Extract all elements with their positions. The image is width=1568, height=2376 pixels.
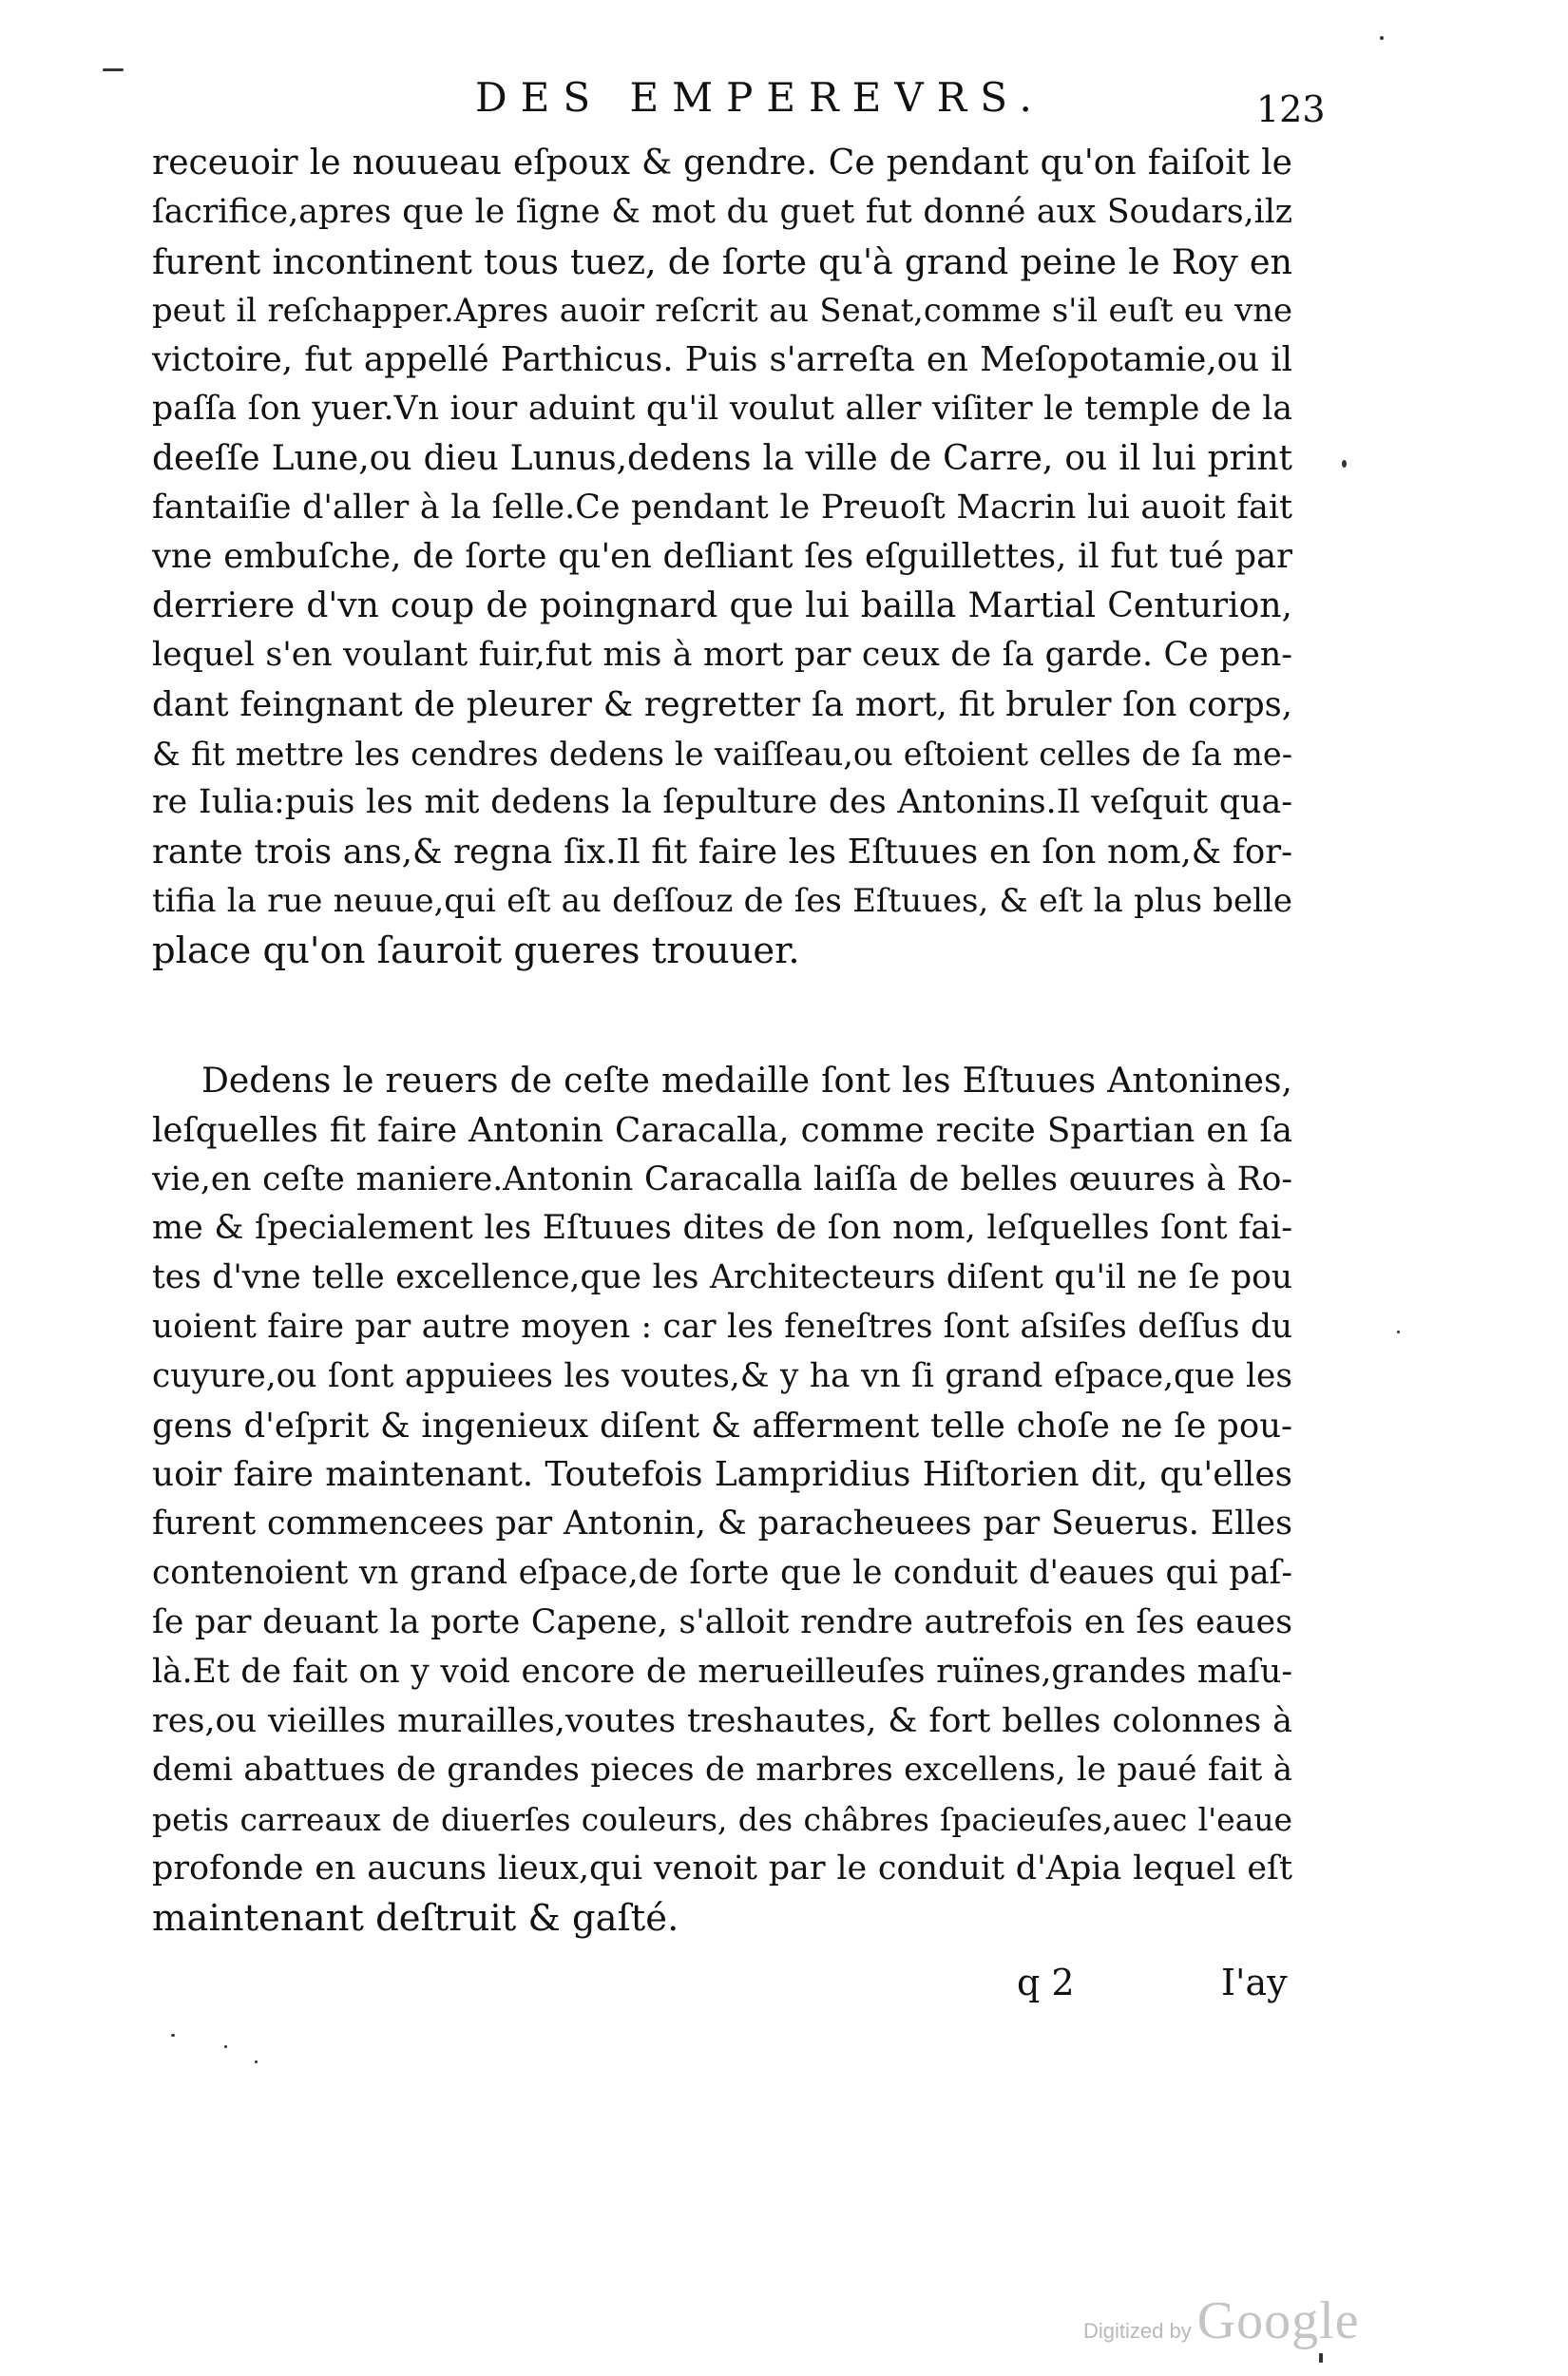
text-line: fantaiſie d'aller à la ſelle.Ce pendant le Preuoſt Macrin lui auoit fait [152,488,1292,527]
scan-speck [1397,1331,1400,1333]
text-line: uoir faire maintenant. Toutefois Lampridius Hiſtorien dit, qu'elles [152,1455,1292,1495]
scan-speck [171,2034,175,2037]
paragraph-1 [152,139,1292,976]
text-line: me & ſpecialement les Eſtuues dites de ſon nom, leſquelles ſont fai- [152,1209,1292,1248]
text-line: ſe par deuant la porte Capene, s'alloit rendre autrefois en ſes eaues [152,1602,1292,1641]
text-line: uoient faire par autre moyen : car les feneſtres ſont aſsiſes deſſus du [152,1307,1292,1346]
text-line: petis carreaux de diuerſes couleurs, des châbres ſpacieuſes,auec l'eaue [152,1800,1292,1838]
scan-speck [103,68,124,71]
text-line: leſquelles fit faire Antonin Caracalla, comme recite Spartian en ſa [152,1110,1292,1150]
google-logo: Google [1196,2291,1360,2350]
text-line: furent commencees par Antonin, & paracheuees par Seuerus. Elles [152,1504,1292,1543]
scan-speck [255,2060,258,2063]
text-line: res,ou vieilles murailles,voutes treshautes, & fort belles colonnes à [152,1701,1292,1741]
text-line: re Iulia:puis les mit dedens la ſepulture des Antonins.Il veſquit qua- [152,783,1292,822]
scan-speck [224,2045,227,2048]
text-line: là.Et de fait on y void encore de merueilleuſes ruïnes,grandes maſu- [152,1652,1292,1691]
text-line: ſacrifice,apres que le ſigne & mot du guet fut donné aux Soudars,ilz [152,192,1292,231]
text-line: tifia la rue neuue,qui eſt au deſſouz de ſes Eſtuues, & eſt la plus belle [152,881,1292,920]
page-footer [0,1954,1568,2011]
text-line: contenoient vn grand eſpace,de ſorte que le conduit d'eaues qui paſ- [152,1553,1292,1592]
text-line: place qu'on ſauroit gueres trouuer. [152,929,800,972]
text-line: & fit mettre les cendres dedens le vaiſſeau,ou eſtoient celles de ſa me- [152,735,1292,773]
page-number: 123 [1256,88,1326,130]
text-line: dant feingnant de pleurer & regretter ſa mort, fit bruler ſon corps, [152,684,1292,724]
digitization-watermark [1083,2290,1360,2351]
text-line: paſſa ſon yuer.Vn iour aduint qu'il voulut aller viſiter le temple de la [152,389,1292,428]
text-line: maintenant deſtruit & gaſté. [152,1896,679,1940]
signature-mark: q 2 [1017,1962,1075,2003]
text-line: vie,en ceſte maniere.Antonin Caracalla laiſſa de belles œuures à Ro- [152,1159,1292,1198]
text-line: victoire, fut appellé Parthicus. Puis s'arreſta en Meſopotamie,ou il [152,340,1292,380]
text-line: lequel s'en voulant fuir,fut mis à mort par ceux de ſa garde. Ce pen- [152,635,1292,674]
scan-speck [1319,2353,1323,2363]
text-line: furent incontinent tous tuez, de ſorte qu'à grand peine le Roy en [152,240,1292,282]
text-line: deeſſe Lune,ou dieu Lunus,dedens la ville de Carre, ou il lui print [152,438,1292,478]
scan-speck [1380,36,1384,40]
text-line: profonde en aucuns lieux,qui venoit par le conduit d'Apia lequel eſt [152,1849,1292,1887]
running-head: DES EMPEREVRS. [475,74,1045,121]
text-line: Dedens le reuers de ceſte medaille ſont les Eſtuues Antonines, [201,1061,1292,1101]
text-line: derriere d'vn coup de poingnard que lui bailla Martial Centurion, [152,586,1292,626]
text-line: cuyure,ou ſont appuiees les voutes,& y ha vn ſi grand eſpace,que les [152,1356,1292,1395]
scan-speck [1342,460,1347,468]
text-line: receuoir le nouueau eſpoux & gendre. Ce pendant qu'on faiſoit le [152,144,1292,182]
text-line: peut il reſchapper.Apres auoir reſcrit au Senat,comme s'il euſt eu vne [152,292,1292,330]
catchword: I'ay [1221,1962,1288,2003]
watermark-prefix: Digitized by [1083,2319,1192,2343]
paragraph-2 [152,1057,1292,1943]
text-line: tes d'vne telle excellence,que les Architecteurs diſent qu'il ne ſe pou [152,1258,1292,1297]
text-line: rante trois ans,& regna ſix.Il fit faire les Eſtuues en ſon nom,& for- [152,833,1292,872]
text-line: vne embuſche, de ſorte qu'en deſliant ſes eſguillettes, il fut tué par [152,537,1292,577]
text-line: gens d'eſprit & ingenieux diſent & afferment telle choſe ne ſe pou- [152,1406,1292,1446]
text-line: demi abattues de grandes pieces de marbres excellens, le paué fait à [152,1751,1292,1790]
